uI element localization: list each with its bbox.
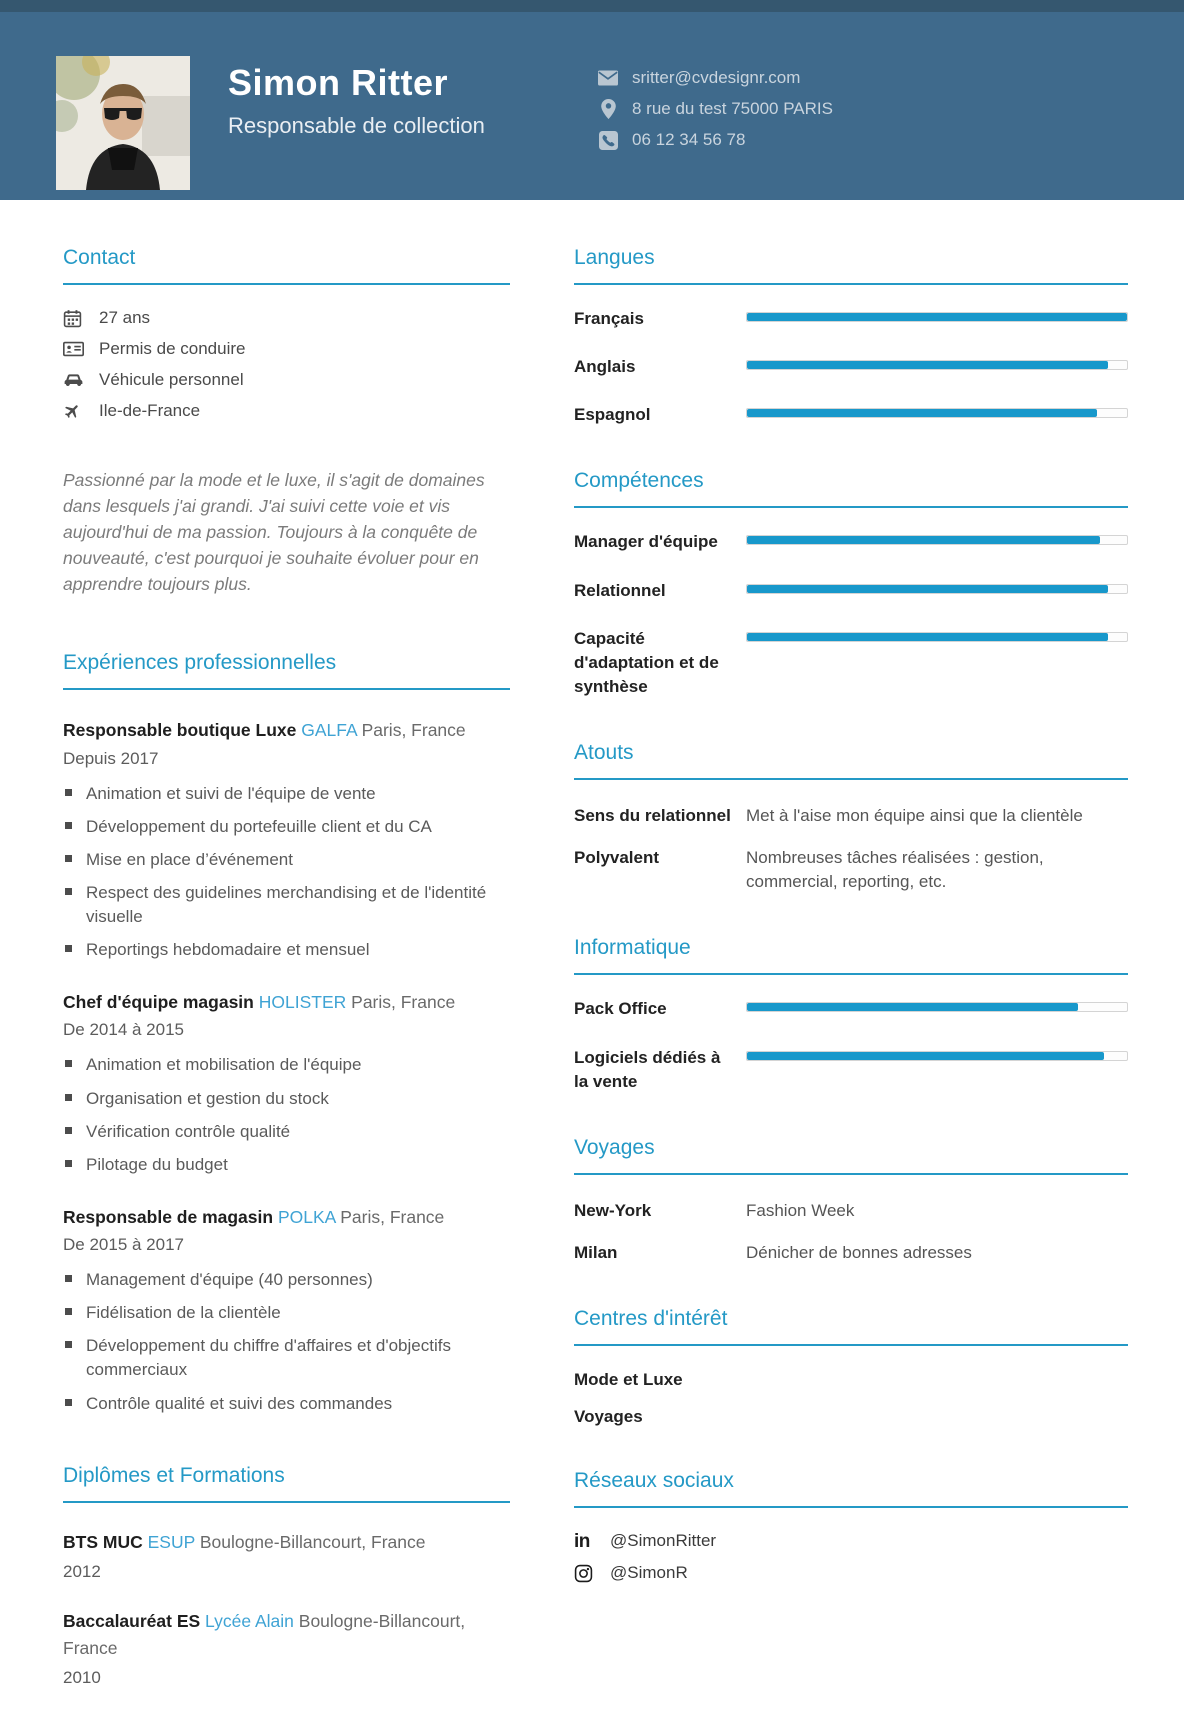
calendar-icon <box>63 308 87 328</box>
language-label: Français <box>574 309 644 328</box>
skill-level-bar <box>746 535 1128 545</box>
language-level-bar <box>746 408 1128 418</box>
interest-item: Mode et Luxe <box>574 1370 683 1389</box>
contact-item-label: Véhicule personnel <box>99 370 244 389</box>
job-bullet: Fidélisation de la clientèle <box>63 1301 510 1325</box>
language-level-bar <box>746 360 1128 370</box>
skill-label: Relationnel <box>574 580 666 600</box>
job-period: Depuis 2017 <box>63 748 159 768</box>
contact-item-region <box>63 400 510 422</box>
degree-year: 2010 <box>63 1668 101 1688</box>
header <box>0 0 1184 200</box>
job-bullet-list <box>63 1268 510 1416</box>
it-skill-label: Logiciels dédiés à la vente <box>574 1047 721 1091</box>
job-location: Paris, France <box>361 720 466 741</box>
job-bullet: Pilotage du budget <box>63 1153 510 1177</box>
language-row <box>574 355 1128 379</box>
it-skill-level-bar <box>746 1051 1128 1061</box>
degree-year: 2012 <box>63 1561 101 1581</box>
education-heading: Diplômes et Formations <box>63 1464 510 1503</box>
skills-heading: Compétences <box>574 469 1128 508</box>
job-bullet: Développement du portefeuille client et du CA <box>63 815 510 839</box>
social-row-instagram[interactable] <box>574 1562 1128 1584</box>
header-top-strip <box>0 0 1184 12</box>
job-period: De 2015 à 2017 <box>63 1235 184 1255</box>
strength-description: Nombreuses tâches réalisées : gestion, commercial, reporting, etc. <box>746 848 1044 892</box>
job-bullet: Reportings hebdomadaire et mensuel <box>63 938 510 962</box>
school-name: Lycée Alain <box>205 1610 294 1631</box>
it-skill-label: Pack Office <box>574 999 667 1019</box>
phone-value[interactable]: 06 12 34 56 78 <box>632 130 746 149</box>
contact-item-age <box>63 307 510 329</box>
school-location: Boulogne-Billancourt, France <box>63 1610 466 1658</box>
right-column <box>574 246 1128 1730</box>
section-strengths <box>574 741 1128 894</box>
person-title: Responsable de collection <box>228 113 485 138</box>
job-bullet: Management d'équipe (40 personnes) <box>63 1268 510 1292</box>
job-location: Paris, France <box>351 992 456 1013</box>
contact-item-label: Permis de conduire <box>99 339 246 358</box>
it-skill-level-bar <box>746 1002 1128 1012</box>
job-bullet-list <box>63 782 510 963</box>
job-company: HOLISTER <box>258 992 347 1013</box>
interests-heading: Centres d'intérêt <box>574 1307 1128 1346</box>
contact-item-vehicle <box>63 369 510 391</box>
section-social <box>574 1469 1128 1584</box>
envelope-icon <box>597 68 619 88</box>
contact-item-label: Ile-de-France <box>99 401 201 420</box>
strength-description: Met à l'aise mon équipe ainsi que la clientèle <box>746 806 1083 825</box>
contact-item-label: 27 ans <box>99 308 151 327</box>
language-label: Espagnol <box>574 405 651 425</box>
skill-label: Manager d'équipe <box>574 532 718 552</box>
school-name: ESUP <box>147 1531 195 1552</box>
job-company: POLKA <box>277 1206 336 1227</box>
social-handle[interactable]: @SimonR <box>610 1563 688 1582</box>
travel-row <box>574 1241 1128 1265</box>
address-value: 8 rue du test 75000 PARIS <box>632 99 833 118</box>
job-bullet: Respect des guidelines merchandising et de l'identité visuelle <box>63 881 510 929</box>
it-heading: Informatique <box>574 936 1128 975</box>
strength-row <box>574 846 1128 894</box>
school-location: Boulogne-Billancourt, France <box>199 1531 426 1552</box>
section-it <box>574 936 1128 1093</box>
job-entry <box>63 717 510 962</box>
it-skill-row <box>574 997 1128 1021</box>
job-title: Chef d'équipe magasin <box>63 992 254 1013</box>
plane-icon <box>63 401 87 421</box>
it-skill-row <box>574 1046 1128 1094</box>
job-bullet: Organisation et gestion du stock <box>63 1087 510 1111</box>
section-skills <box>574 469 1128 699</box>
language-row <box>574 403 1128 427</box>
language-row <box>574 307 1128 331</box>
address-row <box>597 99 833 119</box>
skill-row <box>574 530 1128 554</box>
profile-summary: Passionné par la mode et le luxe, il s'agit de domaines dans lesquels j'ai grandi. J'ai suivi cette voie et vis aujourd'hui de ma passion. Toujours à la conquête de nouveauté, c'est pourquoi je souhaite évoluer pour en apprendre toujours plus. <box>63 470 485 594</box>
profile-photo <box>56 56 190 190</box>
education-entry <box>63 1529 510 1582</box>
person-name: Simon Ritter <box>228 62 449 103</box>
travel-row <box>574 1199 1128 1223</box>
education-entry <box>63 1608 510 1688</box>
job-bullet: Animation et mobilisation de l'équipe <box>63 1053 510 1077</box>
language-level-bar <box>746 312 1128 322</box>
profile-photo-image <box>56 56 190 190</box>
interest-item: Voyages <box>574 1407 643 1426</box>
job-bullet: Contrôle qualité et suivi des commandes <box>63 1392 510 1416</box>
job-bullet: Animation et suivi de l'équipe de vente <box>63 782 510 806</box>
section-interests <box>574 1307 1128 1427</box>
social-row-linkedin[interactable] <box>574 1530 1128 1552</box>
job-entry <box>63 1204 510 1416</box>
section-contact <box>63 246 510 422</box>
contact-item-license <box>63 338 510 360</box>
strength-row <box>574 804 1128 828</box>
job-title: Responsable boutique Luxe <box>63 720 297 741</box>
social-heading: Réseaux sociaux <box>574 1469 1128 1508</box>
travel-city: New-York <box>574 1200 652 1220</box>
section-travels <box>574 1136 1128 1265</box>
section-education <box>63 1464 510 1688</box>
travels-heading: Voyages <box>574 1136 1128 1175</box>
car-icon <box>63 370 87 390</box>
degree-title: BTS MUC <box>63 1531 143 1552</box>
languages-heading: Langues <box>574 246 1128 285</box>
email-row[interactable] <box>597 68 833 88</box>
id-card-icon <box>63 339 87 359</box>
travel-description: Fashion Week <box>746 1200 855 1220</box>
column-gap <box>510 246 574 1730</box>
left-column <box>63 246 510 1730</box>
skill-level-bar <box>746 584 1128 594</box>
section-experience <box>63 651 510 1415</box>
email-value[interactable]: sritter@cvdesignr.com <box>632 68 801 87</box>
map-marker-icon <box>597 99 619 119</box>
skill-row <box>574 579 1128 603</box>
section-languages <box>574 246 1128 427</box>
job-period: De 2014 à 2015 <box>63 1020 184 1040</box>
travel-city: Milan <box>574 1242 618 1262</box>
job-entry <box>63 989 510 1177</box>
main-content <box>0 200 1184 1730</box>
phone-row[interactable] <box>597 130 833 150</box>
skill-label: Capacité d'adaptation et de synthèse <box>574 628 719 696</box>
strength-label: Sens du relationnel <box>574 806 731 825</box>
phone-icon <box>597 130 619 150</box>
travel-description: Dénicher de bonnes adresses <box>746 1242 972 1262</box>
job-location: Paris, France <box>340 1206 445 1227</box>
header-contact-block <box>597 68 833 161</box>
job-bullet: Développement du chiffre d'affaires et d'objectifs commerciaux <box>63 1334 510 1382</box>
job-bullet: Vérification contrôle qualité <box>63 1120 510 1144</box>
job-bullet: Mise en place d’événement <box>63 848 510 872</box>
experience-heading: Expériences professionnelles <box>63 651 510 690</box>
job-company: GALFA <box>301 720 357 741</box>
social-handle[interactable]: @SimonRitter <box>610 1531 717 1550</box>
strength-label: Polyvalent <box>574 848 660 868</box>
language-label: Anglais <box>574 357 636 377</box>
linkedin-icon: in <box>574 1530 590 1552</box>
skill-level-bar <box>746 632 1128 642</box>
contact-heading: Contact <box>63 246 510 285</box>
identity-block <box>228 62 485 139</box>
instagram-icon <box>574 1562 598 1584</box>
skill-row <box>574 627 1128 699</box>
job-title: Responsable de magasin <box>63 1206 274 1227</box>
strengths-heading: Atouts <box>574 741 1128 780</box>
degree-title: Baccalauréat ES <box>63 1610 201 1631</box>
job-bullet-list <box>63 1053 510 1177</box>
